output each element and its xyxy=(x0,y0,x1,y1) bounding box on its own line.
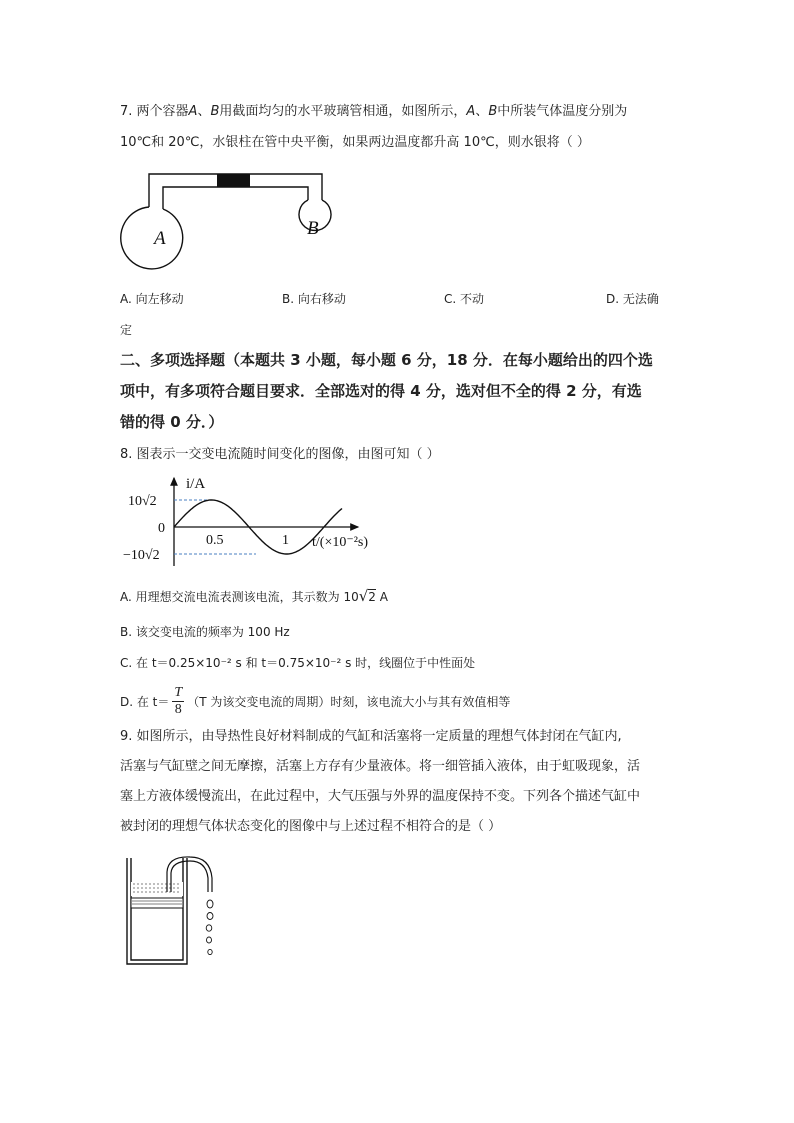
fraction-t-over-8: T 8 xyxy=(174,685,183,717)
x-tick-one: 1 xyxy=(282,533,289,548)
q8-option-c: C. 在 t＝0.25×10⁻² s 和 t＝0.75×10⁻² s 时，线圈位于中性面处 xyxy=(120,656,476,670)
section2-line2: 项中，有多项符合题目要求．全部选对的得 4 分，选对但不全的得 2 分，有选 xyxy=(120,382,642,400)
y-tick-top: 10√2 xyxy=(128,494,157,509)
q7-option-b: B. 向右移动 xyxy=(282,292,346,306)
q7-line1: 7. 两个容器A、B用截面均匀的水平玻璃管相通，如图所示，A、B中所装气体温度分别为 xyxy=(120,104,628,119)
q8-stem: 8. 图表示一交变电流随时间变化的图像，由图可知（ ） xyxy=(120,447,440,462)
y-axis-label: i/A xyxy=(186,476,206,492)
section2-line1: 二、多项选择题（本题共 3 小题，每小题 6 分，18 分．在每小题给出的四个选 xyxy=(120,351,653,369)
q7-container-diagram xyxy=(120,164,350,274)
q7-option-d: D. 无法确 xyxy=(606,292,659,306)
q9-siphon-diagram xyxy=(120,852,230,970)
q8-option-b: B. 该交变电流的频率为 100 Hz xyxy=(120,625,290,639)
q9-line4: 被封闭的理想气体状态变化的图像中与上述过程不相符合的是（ ） xyxy=(120,819,502,834)
q7-line2: 10℃和 20℃，水银柱在管中央平衡，如果两边温度都升高 10℃，则水银将（ ） xyxy=(120,135,590,150)
x-axis-label: t/(×10⁻²s) xyxy=(312,535,369,550)
q9-line2: 活塞与气缸壁之间无摩擦，活塞上方存有少量液体。将一细管插入液体，由于虹吸现象，活 xyxy=(120,759,641,774)
q7-option-a: A. 向左移动 xyxy=(120,292,184,306)
q8-current-graph xyxy=(120,470,390,570)
q9-line3: 塞上方液体缓慢流出，在此过程中，大气压强与外界的温度保持不变。下列各个描述气缸中 xyxy=(120,789,641,804)
container-b-label: B xyxy=(307,218,319,239)
q8-option-d: D. 在 t＝ T 8 （T 为该交变电流的周期）时刻，该电流大小与其有效值相等 xyxy=(120,685,511,717)
droplets xyxy=(206,900,213,955)
q8-option-a: A. 用理想交流电流表测该电流，其示数为 10√2 A xyxy=(120,587,388,605)
q7-option-d-wrap: 定 xyxy=(120,323,133,337)
piston xyxy=(131,898,183,908)
mercury-column xyxy=(217,174,250,187)
q7-option-c: C. 不动 xyxy=(444,292,485,306)
section2-line3: 错的得 0 分．） xyxy=(120,413,224,431)
y-tick-bottom: −10√2 xyxy=(123,548,160,563)
q9-line1: 9. 如图所示，由导热性良好材料制成的气缸和活塞将一定质量的理想气体封闭在气缸内, xyxy=(120,729,622,744)
container-a-label: A xyxy=(154,228,166,249)
x-tick-half: 0.5 xyxy=(206,533,224,548)
y-tick-zero: 0 xyxy=(158,521,165,536)
